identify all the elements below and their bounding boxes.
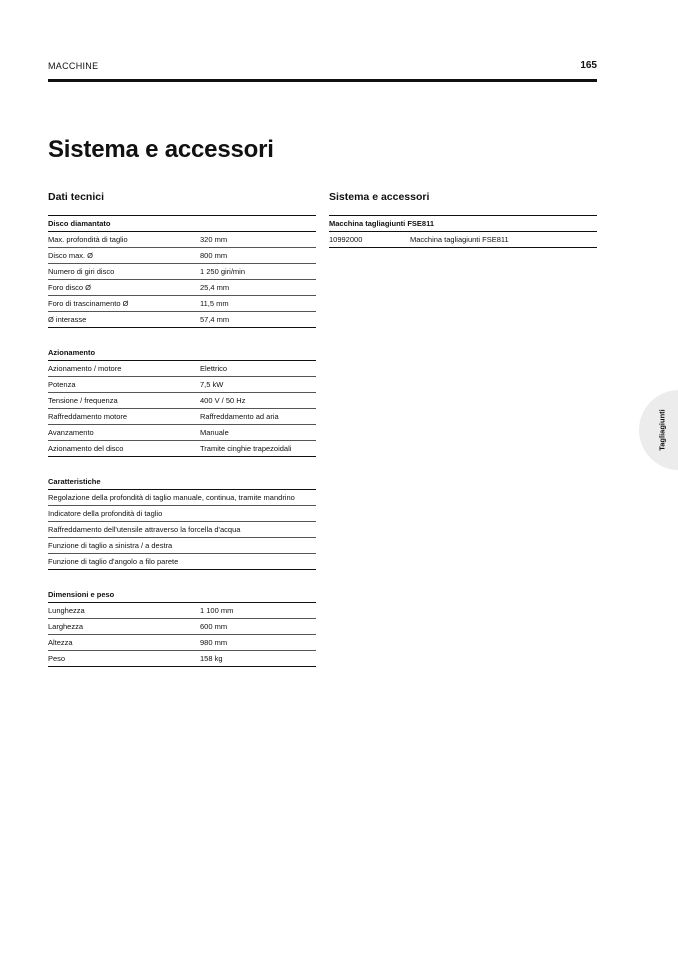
spec-row [48, 409, 316, 425]
spec-value: Raffreddamento ad aria [200, 412, 279, 421]
spec-label: Raffreddamento dell'utensile attraverso la forcella d'acqua [48, 525, 241, 534]
spec-row [48, 538, 316, 554]
spec-label: Numero di giri disco [48, 267, 115, 276]
spec-label: Disco max. Ø [48, 251, 94, 260]
spec-value: 980 mm [200, 638, 228, 647]
spec-label: Tensione / frequenza [48, 396, 118, 405]
spec-value: 800 mm [200, 251, 228, 260]
spec-row [48, 441, 316, 457]
spec-row [48, 393, 316, 409]
spec-value: 7,5 kW [200, 380, 224, 389]
spec-value: 600 mm [200, 622, 228, 631]
spec-value: 25,4 mm [200, 283, 230, 292]
spec-value: 57,4 mm [200, 315, 230, 324]
spec-value: Tramite cinghie trapezoidali [200, 444, 292, 453]
page-header [48, 61, 597, 82]
spec-label: Potenza [48, 380, 76, 389]
spec-label: Lunghezza [48, 606, 85, 615]
spec-row [48, 425, 316, 441]
spec-row [48, 232, 316, 248]
spec-row [48, 635, 316, 651]
spec-label: Foro di trascinamento Ø [48, 299, 129, 308]
spec-row [48, 377, 316, 393]
spec-group [48, 474, 316, 570]
spec-group [48, 587, 316, 667]
spec-value: 1 250 giri/min [200, 267, 246, 276]
spec-row [48, 619, 316, 635]
spec-value: Macchina tagliagiunti FSE811 [410, 235, 509, 244]
spec-row [48, 264, 316, 280]
spec-label: Peso [48, 654, 66, 663]
spec-label: Raffreddamento motore [48, 412, 128, 421]
spec-label: Indicatore della profondità di taglio [48, 509, 163, 518]
spec-label: 10992000 [329, 235, 363, 244]
technical-data-column [48, 191, 316, 684]
spec-value: Manuale [200, 428, 229, 437]
spec-value: Elettrico [200, 364, 228, 373]
spec-label: Funzione di taglio d'angolo a filo parete [48, 557, 179, 566]
spec-row [48, 312, 316, 328]
spec-row [48, 490, 316, 506]
page-number: 165 [580, 60, 597, 71]
spec-label: Larghezza [48, 622, 84, 631]
technical-data-title: Dati tecnici [48, 191, 316, 216]
section-label: MACCHINE [48, 61, 99, 71]
spec-value: 158 kg [200, 654, 223, 663]
spec-group-title: Caratteristiche [48, 474, 316, 490]
spec-label: Avanzamento [48, 428, 94, 437]
spec-group [48, 216, 316, 328]
spec-row [48, 361, 316, 377]
technical-data-groups [48, 216, 316, 667]
spec-row [48, 296, 316, 312]
spec-row [48, 651, 316, 667]
spec-row [48, 603, 316, 619]
spec-label: Max. profondità di taglio [48, 235, 128, 244]
spec-label: Azionamento / motore [48, 364, 122, 373]
spec-label: Altezza [48, 638, 73, 647]
spec-row [48, 248, 316, 264]
spec-label: Funzione di taglio a sinistra / a destra [48, 541, 173, 550]
spec-group [48, 345, 316, 457]
spec-value: 1 100 mm [200, 606, 234, 615]
spec-group-title: Macchina tagliagiunti FSE811 [329, 216, 597, 232]
spec-label: Ø interasse [48, 315, 87, 324]
spec-group-title: Dimensioni e peso [48, 587, 316, 603]
spec-value: 400 V / 50 Hz [200, 396, 246, 405]
spec-label: Regolazione della profondità di taglio manuale, continua, tramite mandrino [48, 493, 295, 502]
spec-row [48, 554, 316, 570]
spec-group-title: Azionamento [48, 345, 316, 361]
spec-label: Foro disco Ø [48, 283, 91, 292]
page-title: Sistema e accessori [48, 136, 274, 163]
spec-group [329, 216, 597, 248]
spec-row [48, 522, 316, 538]
spec-row [48, 506, 316, 522]
spec-row [329, 232, 597, 248]
spec-group-title: Disco diamantato [48, 216, 316, 232]
spec-value: 11,5 mm [200, 299, 229, 308]
accessories-column [329, 191, 597, 265]
accessories-groups [329, 216, 597, 248]
side-tab-label: Tagliagiunti [657, 409, 667, 451]
spec-label: Azionamento del disco [48, 444, 124, 453]
accessories-title: Sistema e accessori [329, 191, 597, 216]
spec-row [48, 280, 316, 296]
spec-value: 320 mm [200, 235, 228, 244]
